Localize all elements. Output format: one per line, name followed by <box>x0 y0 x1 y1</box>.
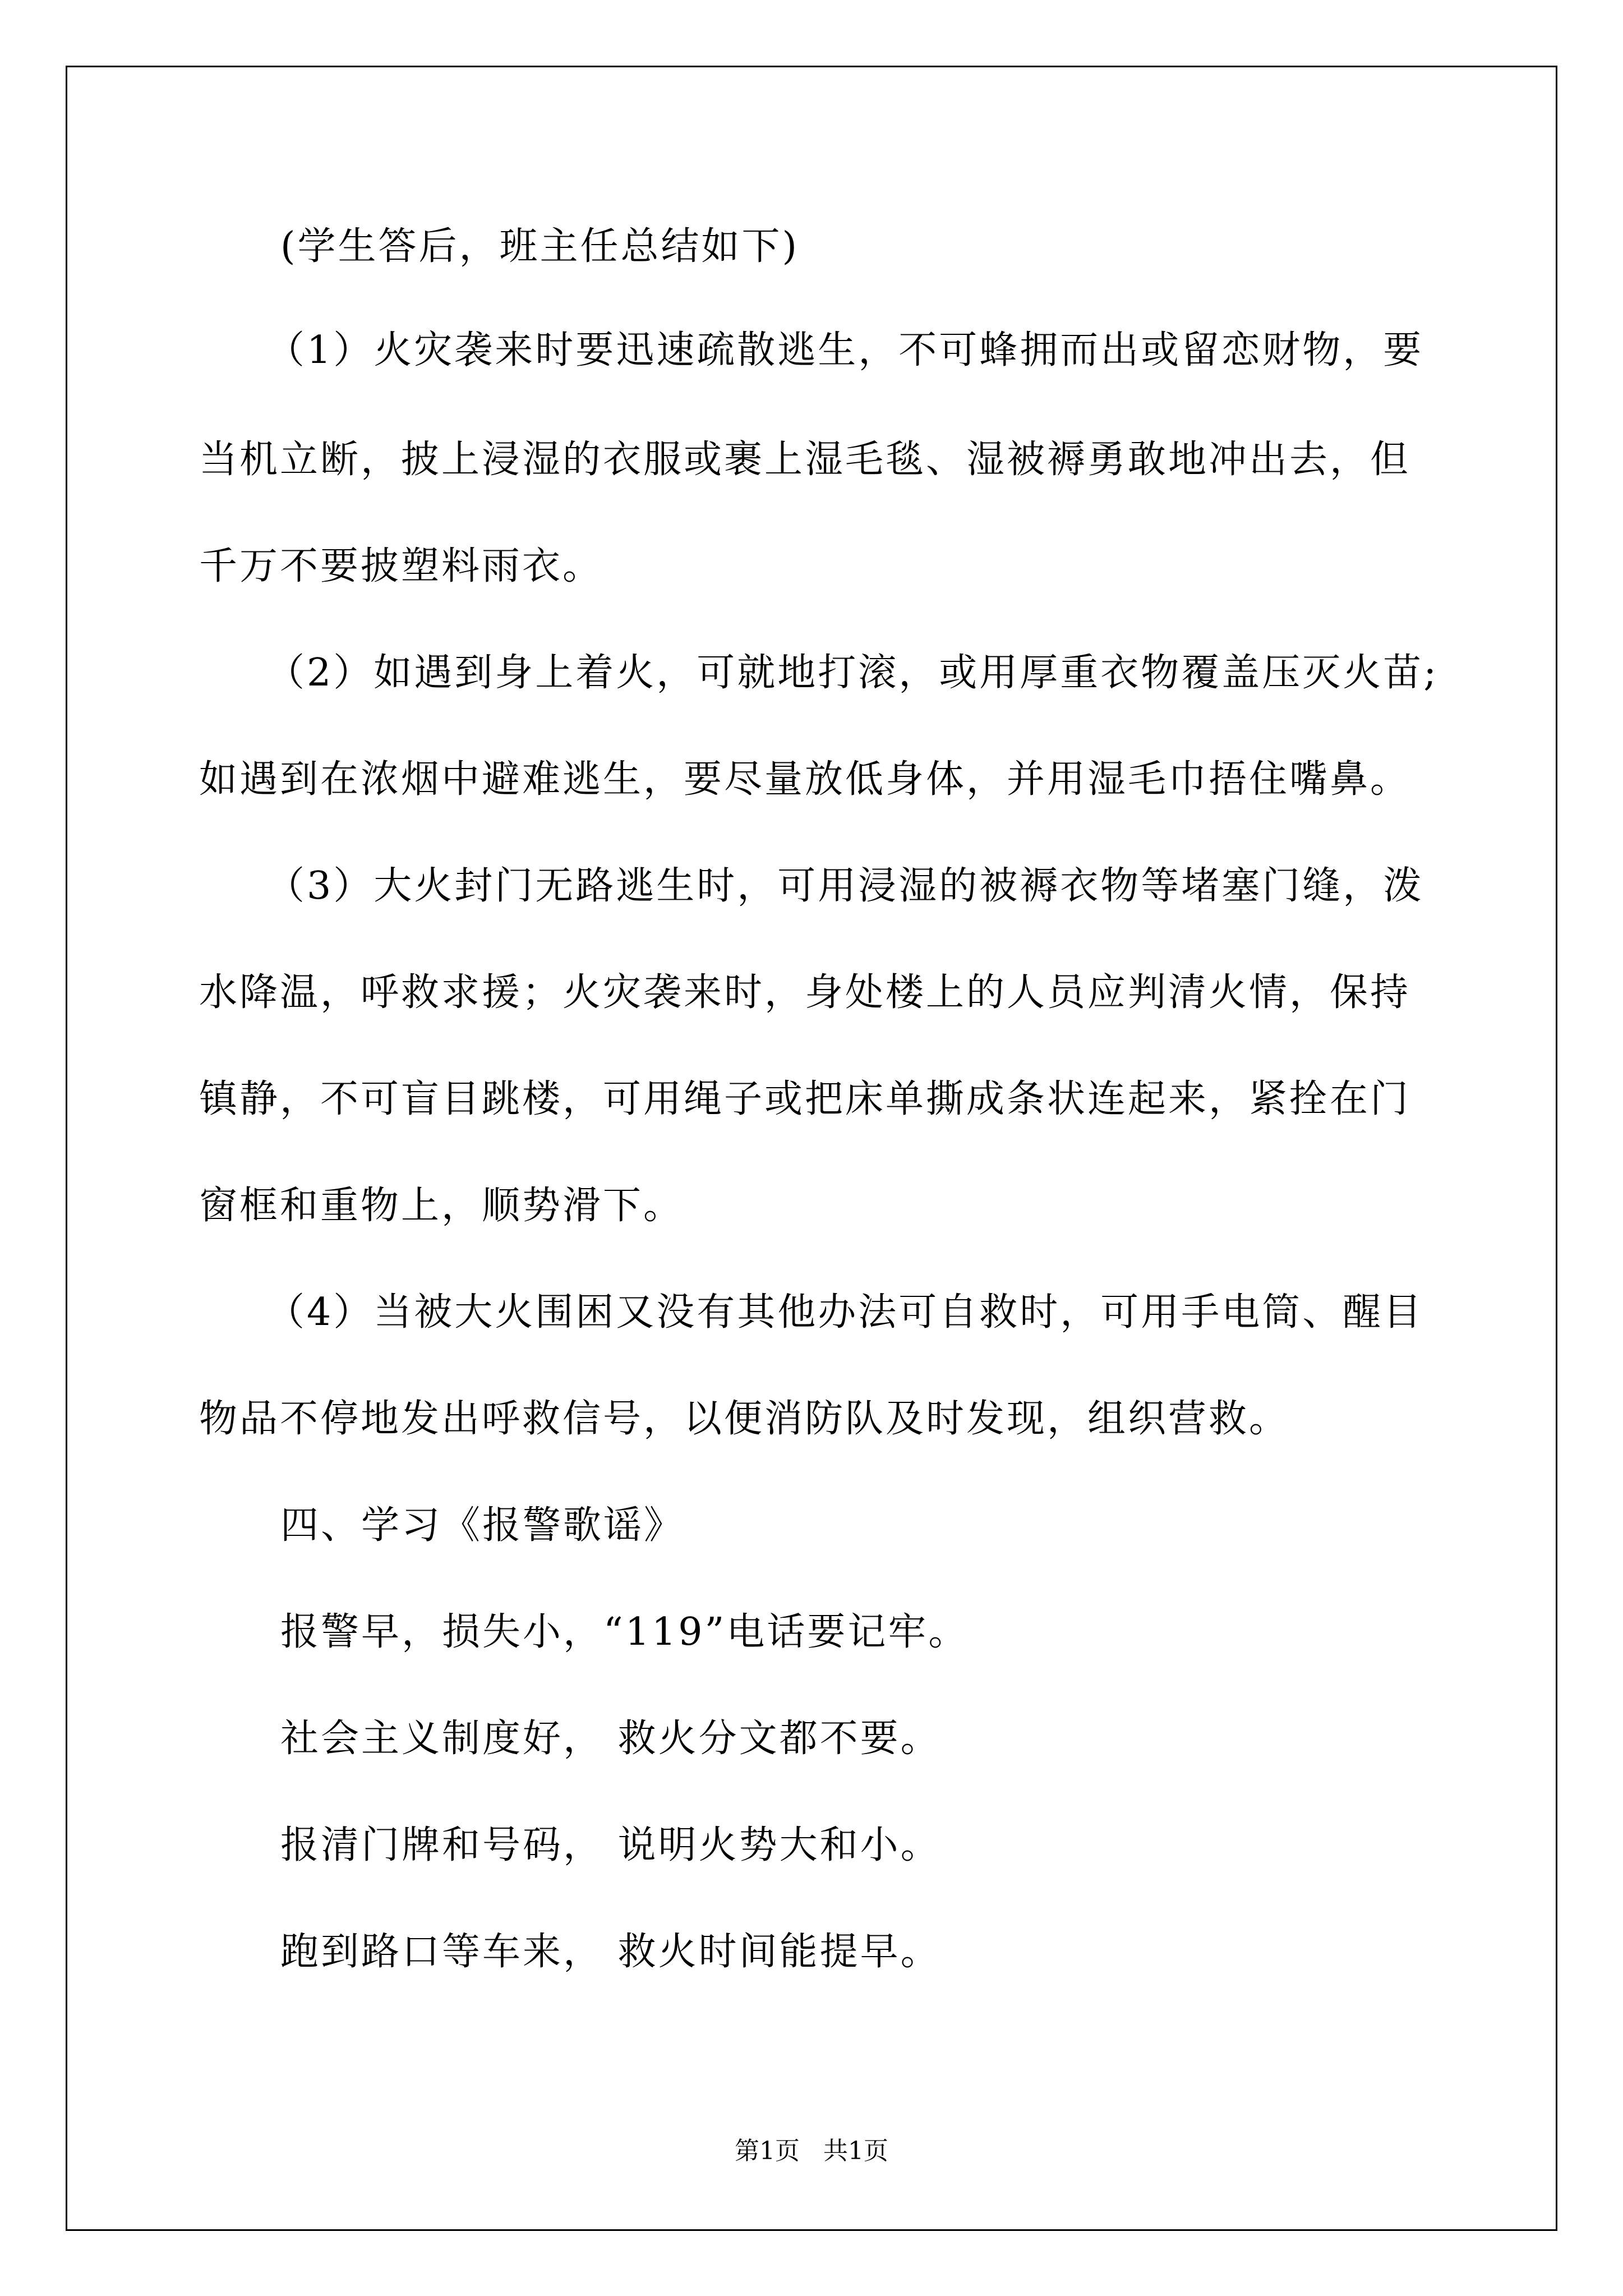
text-line: 社会主义制度好， 救火分文都不要。 <box>280 1717 941 1761</box>
text-line: （4）当被大火围困又没有其他办法可自救时，可用手电筒、醒目 <box>266 1290 1424 1335</box>
text-line: 窗框和重物上，顺势滑下。 <box>199 1184 684 1228</box>
text-line: 镇静，不可盲目跳楼，可用绳子或把床单撕成条状连起来，紧拴在门 <box>199 1077 1411 1121</box>
text-line: 当机立断，披上浸湿的衣服或裹上湿毛毯、湿被褥勇敢地冲出去，但 <box>199 438 1411 482</box>
page-number-footer: 第1页 共1页 <box>735 2137 888 2165</box>
text-line: 如遇到在浓烟中避难逃生，要尽量放低身体，并用湿毛巾捂住嘴鼻。 <box>199 757 1411 802</box>
text-line: (学生答后，班主任总结如下) <box>280 224 800 269</box>
text-line: （1）火灾袭来时要迅速疏散逃生，不可蜂拥而出或留恋财物，要 <box>266 328 1424 372</box>
text-line: 跑到路口等车来， 救火时间能提早。 <box>280 1930 941 1974</box>
text-line: 报警早，损失小，“119”电话要记牢。 <box>280 1610 969 1654</box>
text-line: 千万不要披塑料雨衣。 <box>199 544 603 588</box>
text-line: 报清门牌和号码， 说明火势大和小。 <box>280 1823 941 1867</box>
page-border <box>66 66 1557 2231</box>
text-line: 物品不停地发出呼救信号，以便消防队及时发现，组织营救。 <box>199 1397 1290 1441</box>
section-heading: 四、学习《报警歌谣》 <box>280 1503 685 1548</box>
text-line: （3）大火封门无路逃生时，可用浸湿的被褥衣物等堵塞门缝，泼 <box>266 864 1424 908</box>
text-line: 水降温，呼救求援；火灾袭来时，身处楼上的人员应判清火情，保持 <box>199 970 1411 1015</box>
text-line: （2）如遇到身上着火，可就地打滚，或用厚重衣物覆盖压灭火苗; <box>266 651 1439 695</box>
